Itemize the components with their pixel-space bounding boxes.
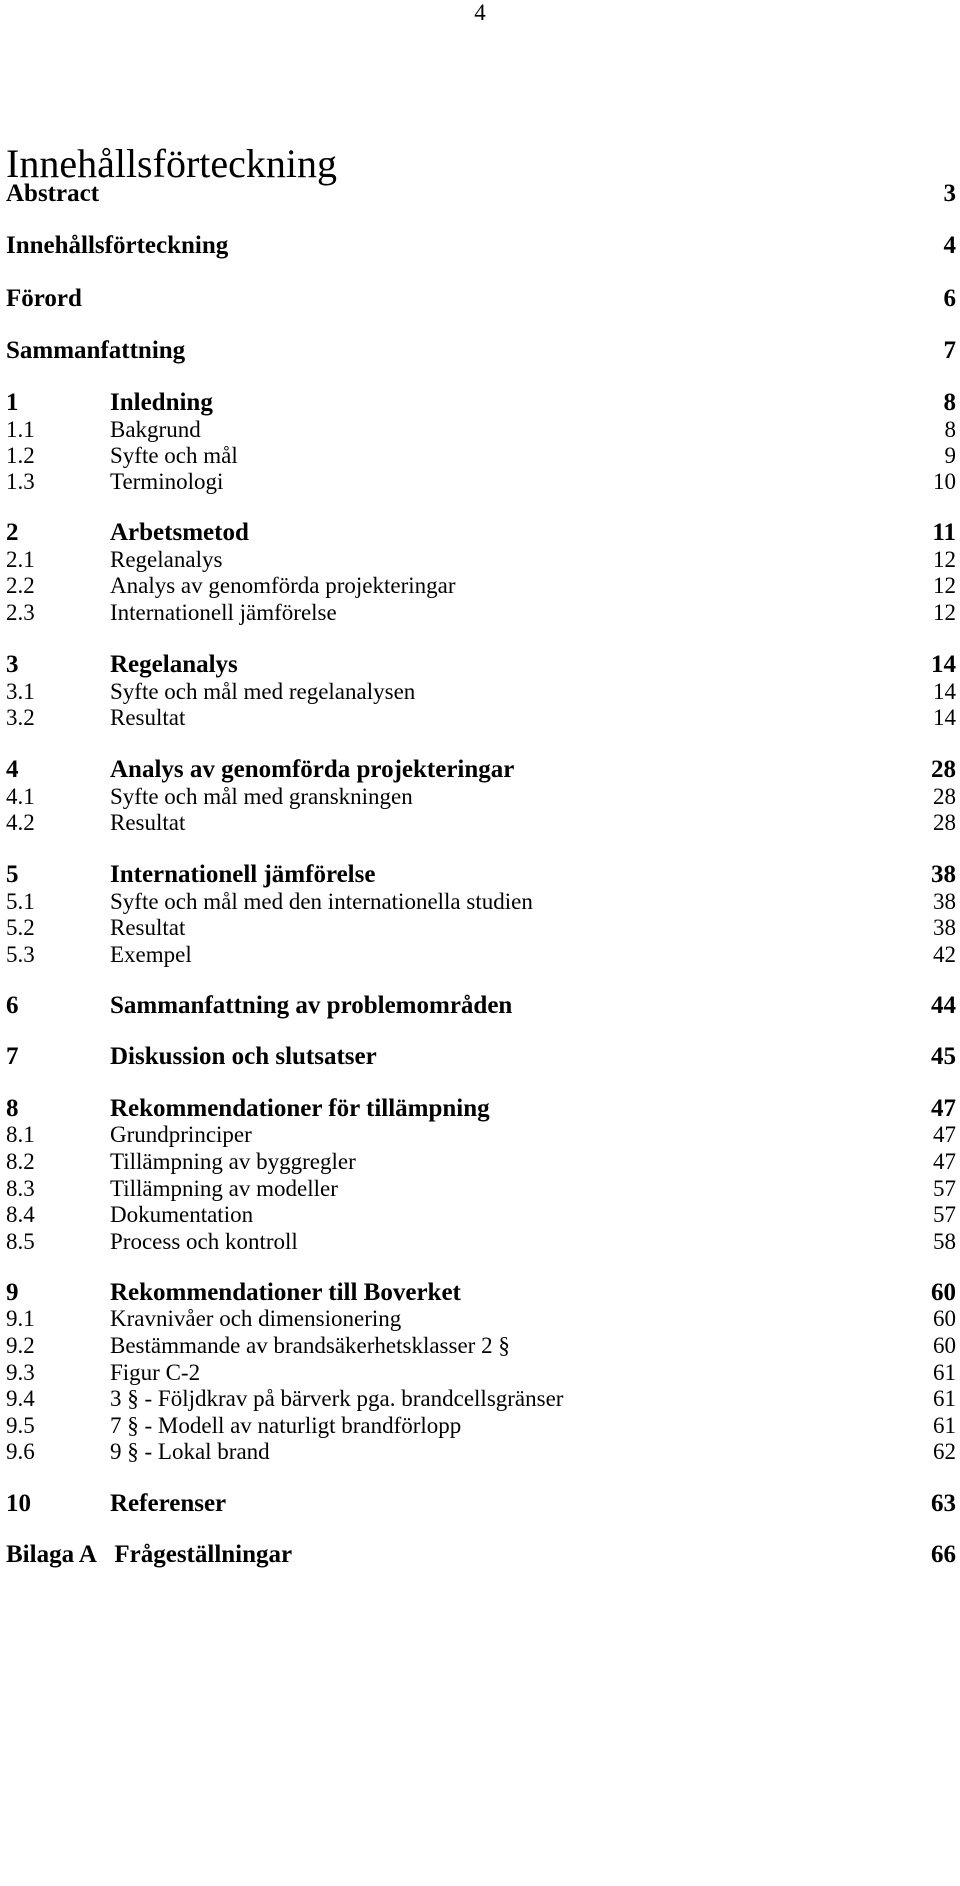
toc-entry[interactable] — [6, 231, 956, 261]
toc-entry[interactable] — [6, 284, 956, 314]
toc-entry-number: 9.2 — [6, 1333, 35, 1358]
page-number: 4 — [474, 0, 486, 25]
toc-entry-page: 42 — [933, 942, 956, 967]
page-title: Innehållsförteckning — [6, 141, 337, 186]
toc-entry-page: 12 — [933, 600, 956, 625]
toc-entry-number: 8.5 — [6, 1229, 35, 1254]
toc-entry-page: 14 — [931, 651, 956, 678]
toc-entry-page: 12 — [933, 547, 956, 572]
toc-entry[interactable] — [6, 467, 956, 497]
toc-entry-title: Grundprinciper — [110, 1122, 252, 1147]
toc-entry-title: Bilaga A Frågeställningar — [6, 1541, 293, 1568]
toc-entry-number: 5 — [6, 861, 19, 888]
toc-entry[interactable] — [6, 991, 956, 1021]
toc-entry-number: 3.2 — [6, 705, 35, 730]
toc-entry-number: 5.1 — [6, 889, 35, 914]
toc-entry-number: 5.2 — [6, 915, 35, 940]
toc-entry-title: Analys av genomförda projekteringar — [110, 756, 515, 783]
toc-entry-number: 5.3 — [6, 942, 35, 967]
toc-entry-title: Tillämpning av byggregler — [110, 1149, 356, 1174]
toc-entry-title: Regelanalys — [110, 651, 238, 678]
toc-entry-page: 60 — [931, 1279, 956, 1306]
toc-entry-title: Internationell jämförelse — [110, 600, 337, 625]
toc-entry-title: Dokumentation — [110, 1202, 254, 1227]
toc-entry-number: 8 — [6, 1095, 19, 1122]
toc-entry[interactable] — [6, 913, 956, 943]
toc-entry-page: 7 — [943, 337, 956, 364]
toc-entry-title: Regelanalys — [110, 547, 223, 572]
toc-entry-title: Innehållsförteckning — [6, 232, 229, 259]
toc-entry[interactable] — [6, 388, 956, 418]
toc-entry-title: Resultat — [110, 810, 186, 835]
toc-entry-number: 8.1 — [6, 1122, 35, 1147]
toc-entry-number: 9.6 — [6, 1439, 35, 1464]
toc-entry-page: 3 — [943, 180, 956, 207]
toc-entry-page: 47 — [931, 1095, 956, 1122]
toc-entry-page: 8 — [943, 389, 956, 416]
toc-entry-title: Rekommendationer för tillämpning — [110, 1095, 490, 1122]
toc-entry-title: Sammanfattning av problemområden — [110, 992, 513, 1019]
toc-entry-number: 10 — [6, 1490, 31, 1517]
toc-entry-number: 8.4 — [6, 1202, 35, 1227]
toc-entry-page: 38 — [933, 889, 956, 914]
toc-entry-title: Internationell jämförelse — [110, 861, 376, 888]
toc-entry-page: 63 — [931, 1490, 956, 1517]
toc-entry-title: Syfte och mål med granskningen — [110, 784, 413, 809]
toc-entry-number: 9.5 — [6, 1413, 35, 1438]
toc-entry[interactable] — [6, 755, 956, 785]
toc-entry-title: Förord — [6, 285, 82, 312]
toc-entry[interactable] — [6, 336, 956, 366]
toc-entry-page: 8 — [944, 417, 956, 442]
toc-entry-page: 60 — [933, 1306, 956, 1331]
toc-entry-page: 38 — [931, 861, 956, 888]
toc-entry-title: Syfte och mål med den internationella studien — [110, 889, 533, 914]
toc-entry-number: 2.1 — [6, 547, 35, 572]
toc-entry-number: 2 — [6, 519, 19, 546]
toc-entry-title: Resultat — [110, 705, 186, 730]
toc-entry-number: 4 — [6, 756, 19, 783]
toc-entry-number: 4.1 — [6, 784, 35, 809]
toc-entry-number: 1.1 — [6, 417, 35, 442]
toc-entry[interactable] — [6, 1540, 956, 1570]
toc-entry-title: Exempel — [110, 942, 192, 967]
toc-entry-title: Arbetsmetod — [110, 519, 249, 546]
toc-entry-title: Tillämpning av modeller — [110, 1176, 338, 1201]
toc-entry-title: Referenser — [110, 1490, 227, 1517]
toc-entry-title: Syfte och mål — [110, 443, 238, 468]
toc-entry-page: 45 — [931, 1043, 956, 1070]
toc-entry-page: 61 — [933, 1413, 956, 1438]
toc-entry[interactable] — [6, 179, 956, 209]
toc-entry-title: Sammanfattning — [6, 337, 186, 364]
toc-entry-title: Kravnivåer och dimensionering — [110, 1306, 402, 1331]
toc-entry[interactable] — [6, 598, 956, 628]
toc-entry-title: Figur C-2 — [110, 1360, 201, 1385]
toc-entry[interactable] — [6, 1304, 956, 1334]
toc-entry-page: 9 — [944, 443, 956, 468]
toc-entry[interactable] — [6, 940, 956, 970]
toc-entry-page: 66 — [931, 1541, 956, 1568]
toc-entry[interactable] — [6, 1331, 956, 1361]
toc-entry-title: Analys av genomförda projekteringar — [110, 573, 456, 598]
toc-entry-number: 9.3 — [6, 1360, 35, 1385]
toc-entry-page: 61 — [933, 1360, 956, 1385]
toc-entry-title: Diskussion och slutsatser — [110, 1043, 377, 1070]
toc-entry-page: 62 — [933, 1439, 956, 1464]
toc-entry-page: 10 — [933, 469, 956, 494]
toc-entry-page: 38 — [933, 915, 956, 940]
toc-entry-title: Abstract — [6, 180, 100, 207]
toc-entry-title: Bestämmande av brandsäkerhetsklasser 2 § — [110, 1333, 510, 1358]
toc-entry-page: 60 — [933, 1333, 956, 1358]
toc-entry-page: 47 — [933, 1122, 956, 1147]
toc-entry[interactable] — [6, 1437, 956, 1467]
toc-entry-page: 12 — [933, 573, 956, 598]
toc-entry-title: Inledning — [110, 389, 213, 416]
toc-entry-page: 58 — [933, 1229, 956, 1254]
toc-entry[interactable] — [6, 1120, 956, 1150]
toc-entry-title: Process och kontroll — [110, 1229, 298, 1254]
toc-entry[interactable] — [6, 703, 956, 733]
toc-entry-page: 11 — [932, 519, 956, 546]
toc-entry[interactable] — [6, 860, 956, 890]
toc-entry-title: Terminologi — [110, 469, 224, 494]
toc-entry-page: 47 — [933, 1149, 956, 1174]
toc-entry-page: 14 — [933, 679, 956, 704]
toc-entry-page: 61 — [933, 1386, 956, 1411]
toc-entry[interactable] — [6, 1227, 956, 1257]
toc-entry-title: 3 § - Följdkrav på bärverk pga. brandcellsgränser — [110, 1386, 564, 1411]
toc-entry-number: 2.3 — [6, 600, 35, 625]
toc-entry-title: Rekommendationer till Boverket — [110, 1279, 461, 1306]
toc-entry-number: 8.2 — [6, 1149, 35, 1174]
toc-entry-number: 9.1 — [6, 1306, 35, 1331]
toc-entry[interactable] — [6, 650, 956, 680]
toc-entry-number: 9.4 — [6, 1386, 35, 1411]
toc-entry[interactable] — [6, 808, 956, 838]
toc-entry-title: Resultat — [110, 915, 186, 940]
toc-entry-page: 57 — [933, 1176, 956, 1201]
toc-entry[interactable] — [6, 1042, 956, 1072]
toc-entry-number: 3.1 — [6, 679, 35, 704]
toc-entry-title: 9 § - Lokal brand — [110, 1439, 270, 1464]
toc-entry-title: Syfte och mål med regelanalysen — [110, 679, 416, 704]
toc-entry-title: Bakgrund — [110, 417, 201, 442]
toc-entry-number: 7 — [6, 1043, 19, 1070]
toc-entry-number: 2.2 — [6, 573, 35, 598]
toc-entry-page: 28 — [933, 784, 956, 809]
toc-entry[interactable] — [6, 571, 956, 601]
toc-entry-page: 28 — [931, 756, 956, 783]
toc-entry-title: 7 § - Modell av naturligt brandförlopp — [110, 1413, 462, 1438]
toc-entry-number: 9 — [6, 1279, 19, 1306]
toc-entry[interactable] — [6, 1200, 956, 1230]
toc-entry-number: 6 — [6, 992, 19, 1019]
toc-entry[interactable] — [6, 518, 956, 548]
toc-entry-page: 28 — [933, 810, 956, 835]
toc-entry-number: 1 — [6, 389, 19, 416]
toc-entry-page: 44 — [931, 992, 956, 1019]
toc-entry[interactable] — [6, 1147, 956, 1177]
toc-entry-page: 6 — [943, 285, 956, 312]
toc-entry-page: 14 — [933, 705, 956, 730]
toc-entry-number: 8.3 — [6, 1176, 35, 1201]
toc-entry[interactable] — [6, 1489, 956, 1519]
toc-entry-number: 3 — [6, 651, 19, 678]
toc-entry-number: 1.2 — [6, 443, 35, 468]
toc-entry-page: 4 — [943, 232, 956, 259]
toc-entry-page: 57 — [933, 1202, 956, 1227]
toc-entry[interactable] — [6, 1384, 956, 1414]
toc-entry-number: 4.2 — [6, 810, 35, 835]
toc-entry-number: 1.3 — [6, 469, 35, 494]
